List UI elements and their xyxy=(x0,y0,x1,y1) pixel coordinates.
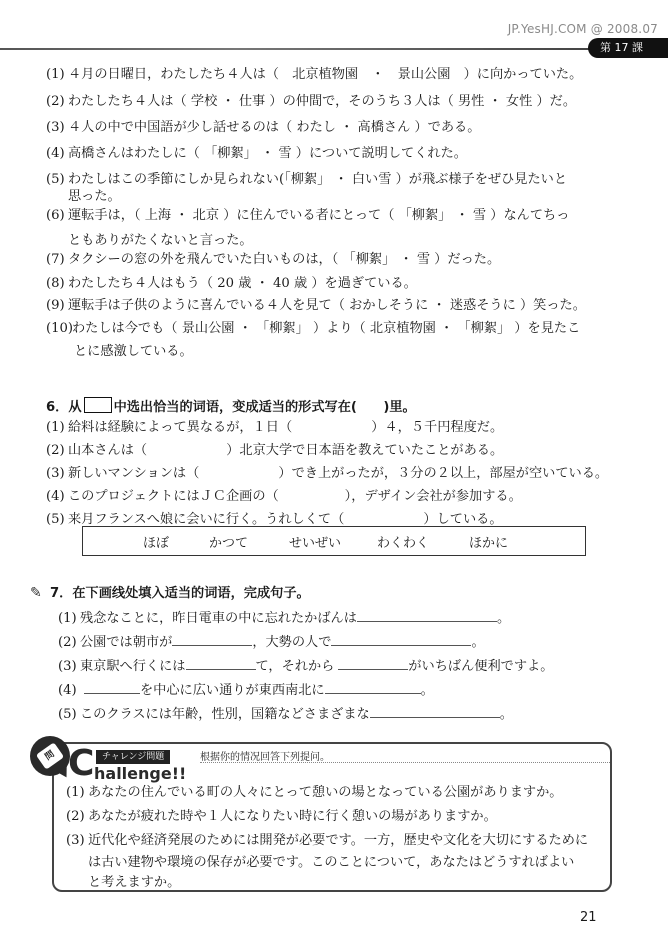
item-text: わたしたち４人は（ 学校 ・ 仕事 ）の仲間で，そのうち３人は（ 男性 ・ 女性 ）だ。 xyxy=(68,94,577,109)
item-number: (10) xyxy=(46,321,74,336)
section6-item-4 xyxy=(46,488,522,506)
challenge-instruction: 根据你的情况回答下列提问。 xyxy=(200,752,330,763)
challenge-logo-c: C xyxy=(68,743,95,784)
answer-blank[interactable] xyxy=(186,656,256,670)
item-text: ４月の日曜日，わたしたち４人は（ 北京植物園 ・ 景山公園 ）に向かっていた。 xyxy=(68,67,583,82)
item-text: 近代化や経済発展のためには開発が必要です。一方，歴史や文化を大切にするために xyxy=(88,833,589,848)
sentence-part: 。 xyxy=(499,707,513,722)
answer-blank[interactable] xyxy=(357,608,497,622)
challenge-item-2 xyxy=(66,808,497,826)
challenge-item-3 xyxy=(66,832,588,850)
item-number: (5) xyxy=(46,512,65,527)
item-number: (1) xyxy=(66,785,85,800)
section7-title: 7．在下画线处填入适当的词语，完成句子。 xyxy=(50,586,310,601)
section5-item-5 xyxy=(46,171,567,189)
challenge-dotted-rule xyxy=(200,762,610,763)
item-text: このプロジェクトにはＪＣ企画の（ ），デザイン会社が参加する。 xyxy=(68,489,522,504)
item-number: (3) xyxy=(46,466,65,481)
item-number: (2) xyxy=(46,94,65,109)
challenge-badge: チャレンジ問題 xyxy=(96,750,170,764)
item-text: 来月フランスへ娘に会いに行く。うれしくて（ ）している。 xyxy=(68,512,503,527)
item-number: (5) xyxy=(58,707,77,722)
section5-item-4 xyxy=(46,145,467,163)
section5-item-1 xyxy=(46,66,582,84)
challenge-item-3-cont1: は古い建物や環境の保存が必要です。このことについて，あなたはどうすればよい xyxy=(88,855,575,870)
answer-blank[interactable] xyxy=(370,704,500,718)
sentence-part: このクラスには年齢，性別，国籍などさまざまな xyxy=(80,707,370,722)
item-number: (3) xyxy=(66,833,85,848)
item-text: 運転手は子供のように喜んでいる４人を見て（ おかしそうに ・ 迷惑そうに ）笑った。 xyxy=(68,298,586,313)
item-text: わたしたち４人はもう（ 20 歳 ・ 40 歳 ）を過ぎている。 xyxy=(68,276,417,291)
sentence-part: て，それから xyxy=(255,659,335,674)
word-choice: ほかに xyxy=(469,535,509,551)
item-text: あなたの住んでいる町の人々にとって憩いの場となっている公園がありますか。 xyxy=(88,785,563,800)
sentence-part: ，大勢の人で xyxy=(252,635,332,650)
item-number: (5) xyxy=(46,172,65,187)
item-text: 新しいマンションは（ ）でき上がったが，３分の２以上，部屋が空いている。 xyxy=(68,466,609,481)
challenge-item-3-cont2: と考えますか。 xyxy=(88,875,181,890)
item-number: (1) xyxy=(46,67,65,82)
sentence-part: を中心に広い通りが東西南北に xyxy=(140,683,325,698)
item-number: (3) xyxy=(46,120,65,135)
item-number: (4) xyxy=(46,146,65,161)
item-text: タクシーの窓の外を飛んでいた白いものは，（ 「柳絮」 ・ 雪 ）だった。 xyxy=(68,252,501,267)
section5-item-6 xyxy=(46,207,569,225)
item-number: (4) xyxy=(58,683,77,698)
item-number: (8) xyxy=(46,276,65,291)
section5-item-2 xyxy=(46,93,576,111)
item-number: (2) xyxy=(66,809,85,824)
sentence-part: 。 xyxy=(471,635,485,650)
answer-blank[interactable] xyxy=(325,680,421,694)
word-choice: せいぜい xyxy=(289,535,342,551)
section7-item-4 xyxy=(58,680,434,700)
section6-item-2 xyxy=(46,442,503,460)
challenge-logo-text: hallenge!! xyxy=(94,764,187,783)
section5-item-7 xyxy=(46,251,500,269)
lesson-tab: 第 17 課 xyxy=(588,38,668,58)
word-choice: かつて xyxy=(209,535,249,551)
section7-item-5 xyxy=(58,704,513,724)
answer-blank[interactable] xyxy=(338,656,408,670)
section7-item-3 xyxy=(58,656,553,676)
section6-item-1 xyxy=(46,419,503,437)
header-rule xyxy=(0,48,590,50)
section5-item-8 xyxy=(46,275,417,293)
challenge-item-1 xyxy=(66,784,562,802)
section5-item-5-cont: 思った。 xyxy=(68,189,121,204)
item-text: 給料は経験によって異なるが，１日（ ）４，５千円程度だ。 xyxy=(68,420,504,435)
item-number: (6) xyxy=(46,208,65,223)
section7-item-2 xyxy=(58,632,485,652)
section5-item-9 xyxy=(46,297,586,315)
page-number: 21 xyxy=(580,910,597,925)
sentence-part: 。 xyxy=(496,611,511,626)
section5-item-10-cont: とに感激している。 xyxy=(74,344,193,359)
item-number: (2) xyxy=(58,635,77,650)
item-number: (9) xyxy=(46,298,65,313)
item-number: (1) xyxy=(46,420,65,435)
answer-blank[interactable] xyxy=(172,632,252,646)
word-choice-box xyxy=(82,526,586,556)
item-number: (4) xyxy=(46,489,65,504)
sentence-part: 。 xyxy=(420,683,434,698)
item-text: ４人の中で中国語が少し話せるのは（ わたし ・ 高橋さん ）である。 xyxy=(68,120,481,135)
inline-box-icon xyxy=(84,397,112,413)
section5-item-10 xyxy=(46,320,580,338)
section6-title-suffix: 中选出恰当的词语，变成适当的形式写在( )里。 xyxy=(113,400,416,415)
item-text: わたしは今でも（ 景山公園 ・ 「柳絮」 ）より（ 北京植物園 ・ 「柳絮」 ）を見たこ xyxy=(72,321,581,336)
section6-item-3 xyxy=(46,465,608,483)
item-text: わたしはこの季節にしか見られない(「柳絮」 ・ 白い雪 ）が飛ぶ様子をぜひ見たいと xyxy=(68,172,568,187)
answer-blank[interactable] xyxy=(331,632,471,646)
question-glyph-icon: 問 xyxy=(36,742,64,769)
pencil-icon: ✎ xyxy=(30,585,42,601)
word-choice: わくわく xyxy=(377,535,430,551)
section6-title xyxy=(46,397,416,417)
item-text: 高橋さんはわたしに（ 「柳絮」 ・ 雪 ）について説明してくれた。 xyxy=(68,146,467,161)
answer-blank[interactable] xyxy=(84,680,140,694)
watermark: JP.YesHJ.COM @ 2008.07 xyxy=(507,22,658,36)
sentence-part: がいちばん便利ですよ。 xyxy=(408,659,554,674)
item-text: 山本さんは（ ）北京大学で日本語を教えていたことがある。 xyxy=(68,443,504,458)
section5-item-3 xyxy=(46,119,480,137)
item-text: あなたが疲れた時や１人になりたい時に行く憩いの場がありますか。 xyxy=(88,809,497,824)
item-number: (1) xyxy=(58,611,77,626)
sentence-part: 東京駅へ行くには xyxy=(80,659,186,674)
sentence-part: 公園では朝市が xyxy=(80,635,173,650)
item-number: (2) xyxy=(46,443,65,458)
section5-item-6-cont: ともありがたくないと言った。 xyxy=(68,233,253,248)
section6-title-prefix: 6．从 xyxy=(46,400,82,415)
section7-item-1 xyxy=(58,608,510,628)
item-number: (7) xyxy=(46,252,65,267)
sentence-part: 残念なことに，昨日電車の中に忘れたかばんは xyxy=(80,611,357,626)
word-choice: ほぼ xyxy=(143,535,170,551)
item-number: (3) xyxy=(58,659,77,674)
item-text: 運転手は，（ 上海 ・ 北京 ）に住んでいる者にとって（ 「柳絮」 ・ 雪 ）なんてちっ xyxy=(68,208,570,223)
